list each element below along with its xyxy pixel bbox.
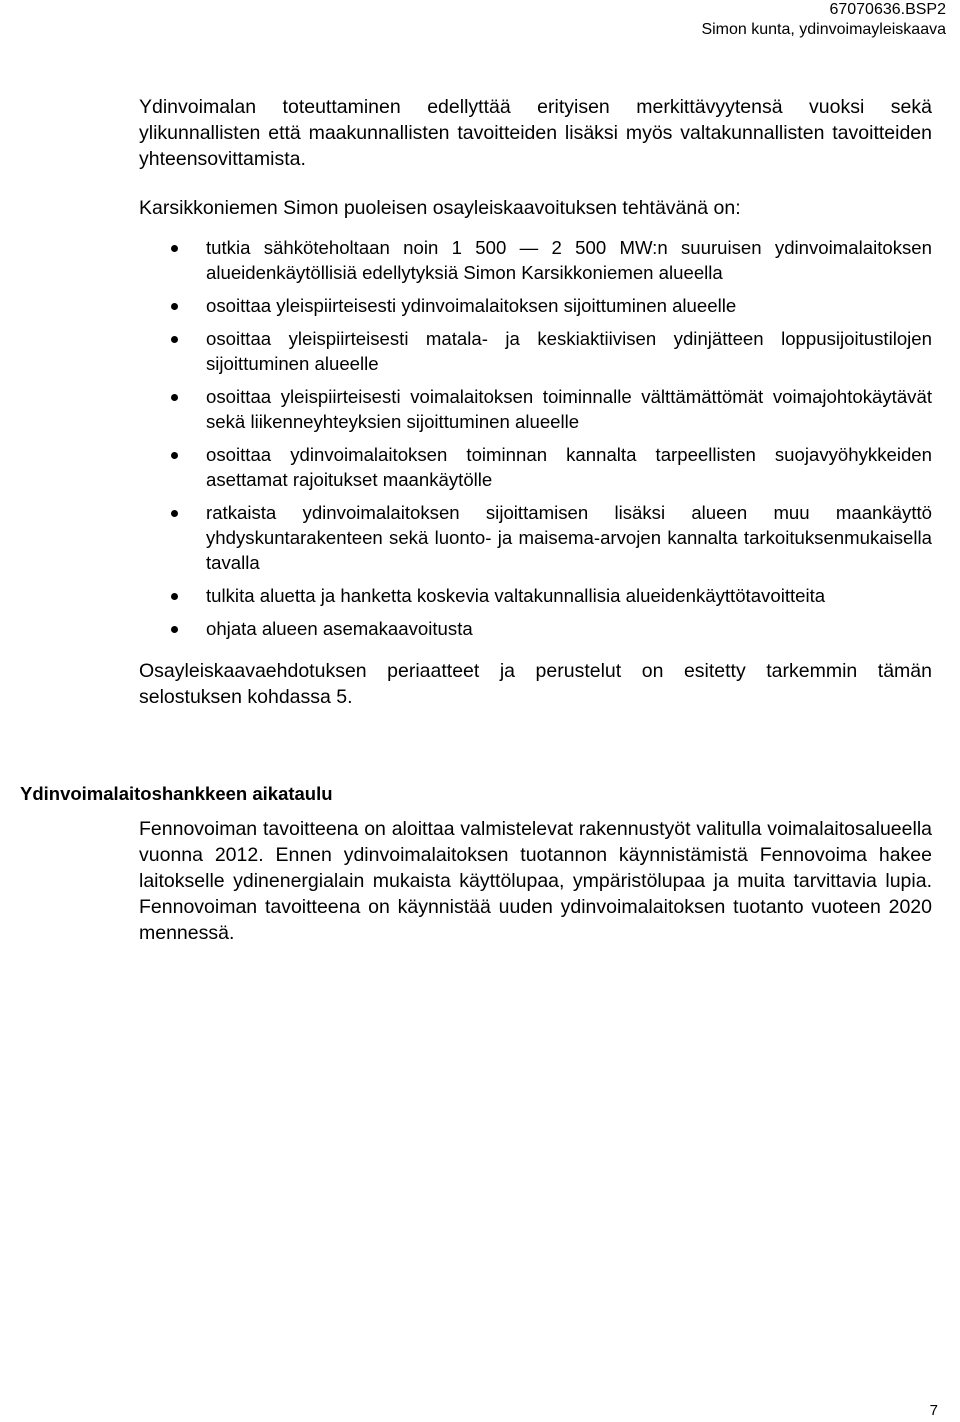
tasks-lead: Karsikkoniemen Simon puoleisen osayleiskaavoituksen tehtävänä on: [139, 197, 741, 219]
list-item [139, 442, 932, 492]
list-item [139, 384, 932, 434]
bullet-icon [171, 593, 178, 600]
list-item [139, 616, 932, 641]
intro-paragraph: Ydinvoimalan toteuttaminen edellyttää erityisen merkittävyytensä vuoksi sekä ylikunnallisten että maakunnallisten tavoitteiden lisäksi myös valtakunnallisten tavoitteiden yhteensovittamista. [139, 96, 932, 170]
bullet-icon [171, 245, 178, 252]
bullet-icon [171, 336, 178, 343]
document-title: Simon kunta, ydinvoimayleiskaava [701, 21, 946, 38]
schedule-paragraph: Fennovoiman tavoitteena on aloittaa valmistelevat rakennustyöt valitulla voimalaitosalueella vuonna 2012. Ennen ydinvoimalaitoksen tuotannon käynnistämistä Fennovoima hakee laitokselle ydinenergialain mukaista käyttölupaa, ympäristölupaa ja muita tarvittavia lupia. Fennovoiman tavoitteena on käynnistää uuden ydinvoimalaitoksen tuotanto vuoteen 2020 mennessä. [139, 818, 932, 944]
list-item [139, 235, 932, 285]
list-item-text: ohjata alueen asemakaavoitusta [206, 618, 473, 639]
document-id: 67070636.BSP2 [829, 1, 946, 18]
bullet-icon [171, 303, 178, 310]
list-item-text: osoittaa yleispiirteisesti voimalaitoksen toiminnalle välttämättömät voimajohtokäytävät sekä liikenneyhteyksien sijoittuminen alueelle [206, 386, 932, 432]
bullet-icon [171, 452, 178, 459]
list-item-text: ratkaista ydinvoimalaitoksen sijoittamisen lisäksi alueen muu maankäyttö yhdyskuntarakenteen sekä luonto- ja maisema-arvojen kannalta tarkoituksenmukaisella tavalla [206, 502, 932, 573]
bullet-icon [171, 626, 178, 633]
summary-paragraph: Osayleiskaavaehdotuksen periaatteet ja perustelut on esitetty tarkemmin tämän selostuksen kohdassa 5. [139, 660, 932, 708]
list-item-text: osoittaa yleispiirteisesti matala- ja keskiaktiivisen ydinjätteen loppusijoitustilojen sijoittuminen alueelle [206, 328, 932, 374]
bullet-icon [171, 510, 178, 517]
page-number: 7 [929, 1402, 938, 1419]
list-item-text: osoittaa ydinvoimalaitoksen toiminnan kannalta tarpeellisten suojavyöhykkeiden asettamat rajoitukset maankäytölle [206, 444, 932, 490]
list-item-text: tutkia sähköteholtaan noin 1 500 — 2 500 MW:n suuruisen ydinvoimalaitoksen alueidenkäytöllisiä edellytyksiä Simon Karsikkoniemen alueella [206, 237, 932, 283]
list-item-text: osoittaa yleispiirteisesti ydinvoimalaitoksen sijoittuminen alueelle [206, 295, 737, 316]
list-item-text: tulkita aluetta ja hanketta koskevia valtakunnallisia alueidenkäyttötavoitteita [206, 585, 826, 606]
main-content [139, 94, 932, 710]
page-header [701, 0, 946, 40]
task-list [139, 235, 932, 641]
list-item [139, 500, 932, 575]
section-heading: Ydinvoimalaitoshankkeen aikataulu [20, 783, 333, 804]
bullet-icon [171, 394, 178, 401]
list-item [139, 583, 932, 608]
list-item [139, 293, 932, 318]
list-item [139, 326, 932, 376]
